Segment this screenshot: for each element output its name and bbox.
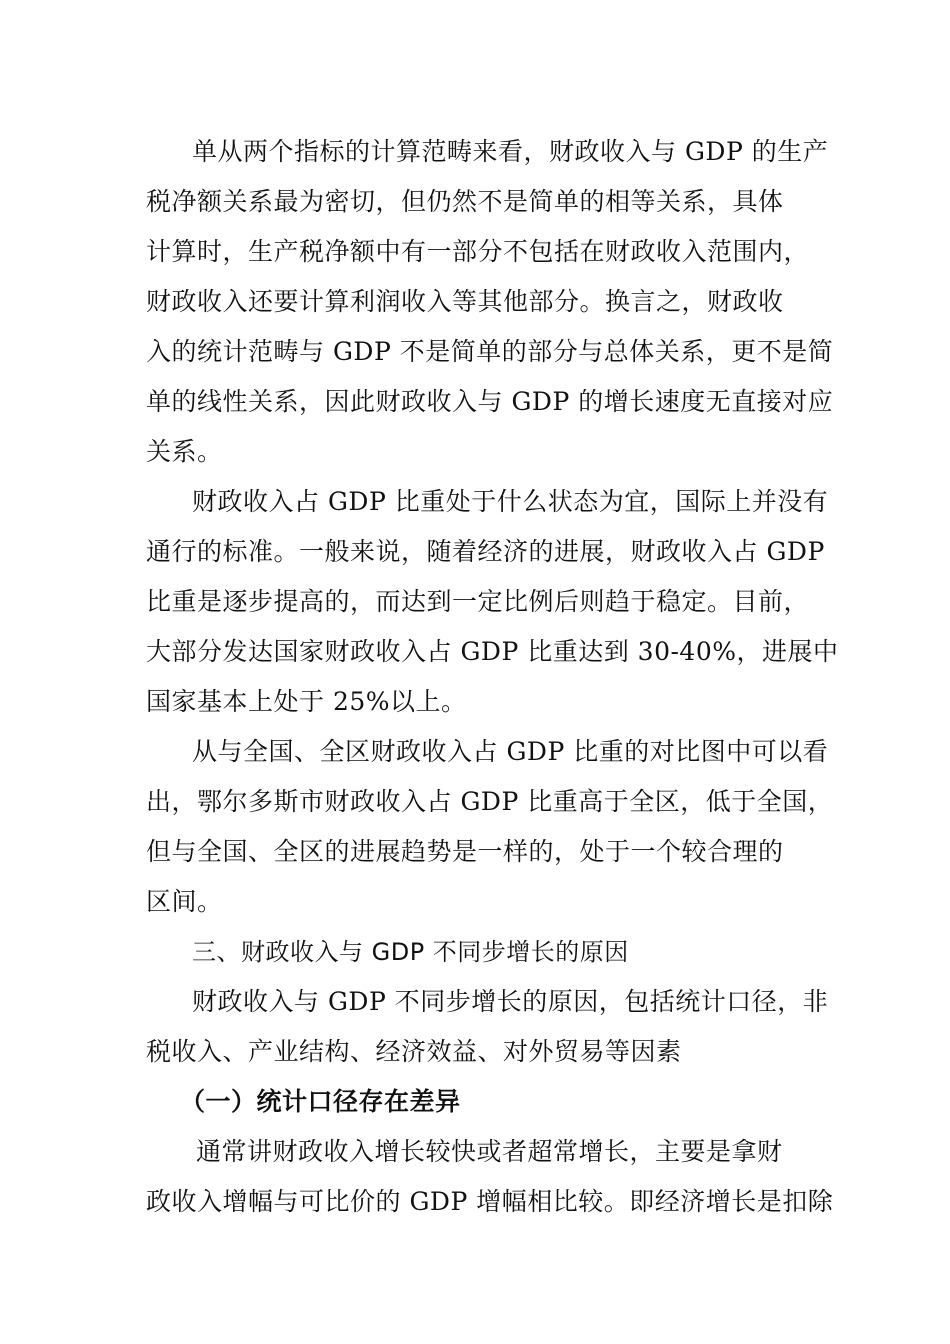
section-heading: 三、财政收入与 GDP 不同步增长的原因 — [192, 938, 629, 966]
text-line: 财政收入占 GDP 比重处于什么状态为宜，国际上并没有 — [192, 487, 829, 516]
text-line: 区间。 — [146, 887, 223, 916]
text-line: 单从两个指标的计算范畴来看，财政收入与 GDP 的生产 — [192, 137, 829, 166]
text-line: 出，鄂尔多斯市财政收入占 GDP 比重高于全区，低于全国， — [146, 787, 834, 816]
text-line: 政收入增幅与可比价的 GDP 增幅相比较。即经济增长是扣除 — [146, 1187, 834, 1216]
subsection-heading: （一）统计口径存在差异 — [180, 1087, 461, 1116]
text-line: 计算时，生产税净额中有一部分不包括在财政收入范围内， — [146, 237, 810, 266]
text-line: 税净额关系最为密切，但仍然不是简单的相等关系，具体 — [146, 187, 784, 216]
text-line: 关系。 — [146, 437, 223, 466]
text-line: 税收入、产业结构、经济效益、对外贸易等因素 — [146, 1037, 682, 1066]
text-line: 比重是逐步提高的，而达到一定比例后则趋于稳定。目前， — [146, 587, 810, 616]
text-line: 从与全国、全区财政收入占 GDP 比重的对比图中可以看 — [192, 737, 829, 766]
text-line: 大部分发达国家财政收入占 GDP 比重达到 30-40%，进展中 — [146, 637, 839, 666]
text-line: 单的线性关系，因此财政收入与 GDP 的增长速度无直接对应 — [146, 387, 834, 416]
text-line: 财政收入与 GDP 不同步增长的原因，包括统计口径，非 — [192, 987, 829, 1016]
text-line: 通行的标准。一般来说，随着经济的进展，财政收入占 GDP — [146, 537, 825, 566]
text-line: 通常讲财政收入增长较快或者超常增长，主要是拿财 — [196, 1137, 783, 1166]
text-line: 国家基本上处于 25%以上。 — [146, 687, 467, 716]
text-line: 财政收入还要计算利润收入等其他部分。换言之，财政收 — [146, 287, 784, 316]
text-line: 但与全国、全区的进展趋势是一样的，处于一个较合理的 — [146, 837, 784, 866]
text-line: 入的统计范畴与 GDP 不是简单的部分与总体关系，更不是简 — [146, 337, 834, 366]
